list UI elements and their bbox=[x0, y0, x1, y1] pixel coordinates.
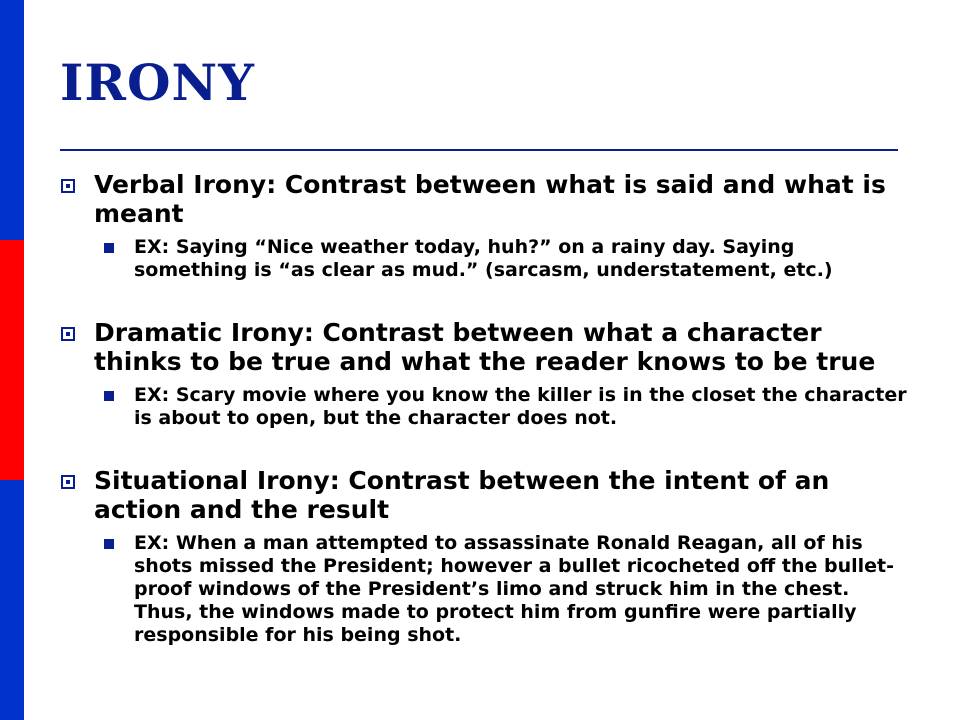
spacer bbox=[60, 430, 910, 466]
square-bullet-icon bbox=[61, 179, 75, 193]
sub-bullet-text: EX: When a man attempted to assassinate Ronald Reagan, all of his shots missed the President; however a bullet ricocheted off the bullet-proof windows of the President’s limo and struck him in the chest. Thus, the windows made to protect him from gunfire were partially responsible for his being shot. bbox=[134, 532, 895, 646]
bullet-item-verbal-irony bbox=[60, 170, 910, 228]
filled-square-bullet-icon bbox=[104, 391, 114, 401]
side-stripe-blue-top bbox=[0, 0, 24, 240]
slide-body bbox=[60, 170, 910, 647]
square-bullet-icon bbox=[61, 327, 75, 341]
filled-square-bullet-icon bbox=[104, 243, 114, 253]
bullet-heading: Dramatic Irony: Contrast between what a character thinks to be true and what the reader knows to be true bbox=[94, 318, 876, 376]
bullet-item-dramatic-irony bbox=[60, 318, 910, 376]
sub-bullet-dramatic-example bbox=[60, 384, 910, 430]
side-stripe-red bbox=[0, 240, 24, 480]
spacer bbox=[60, 282, 910, 318]
sub-bullet-situational-example bbox=[60, 532, 910, 647]
side-stripe-blue-bottom bbox=[0, 480, 24, 720]
slide-title: IRONY bbox=[60, 53, 255, 112]
sub-bullet-text: EX: Saying “Nice weather today, huh?” on a rainy day. Saying something is “as clear as mud.” (sarcasm, understatement, etc.) bbox=[134, 236, 833, 281]
bullet-heading: Situational Irony: Contrast between the intent of an action and the result bbox=[94, 466, 830, 524]
sub-bullet-text: EX: Scary movie where you know the killer is in the closet the character is about to open, but the character does not. bbox=[134, 384, 907, 429]
bullet-heading: Verbal Irony: Contrast between what is said and what is meant bbox=[94, 170, 886, 228]
title-divider bbox=[60, 149, 898, 151]
bullet-item-situational-irony bbox=[60, 466, 910, 524]
filled-square-bullet-icon bbox=[104, 539, 114, 549]
sub-bullet-verbal-example bbox=[60, 236, 910, 282]
square-bullet-icon bbox=[61, 475, 75, 489]
